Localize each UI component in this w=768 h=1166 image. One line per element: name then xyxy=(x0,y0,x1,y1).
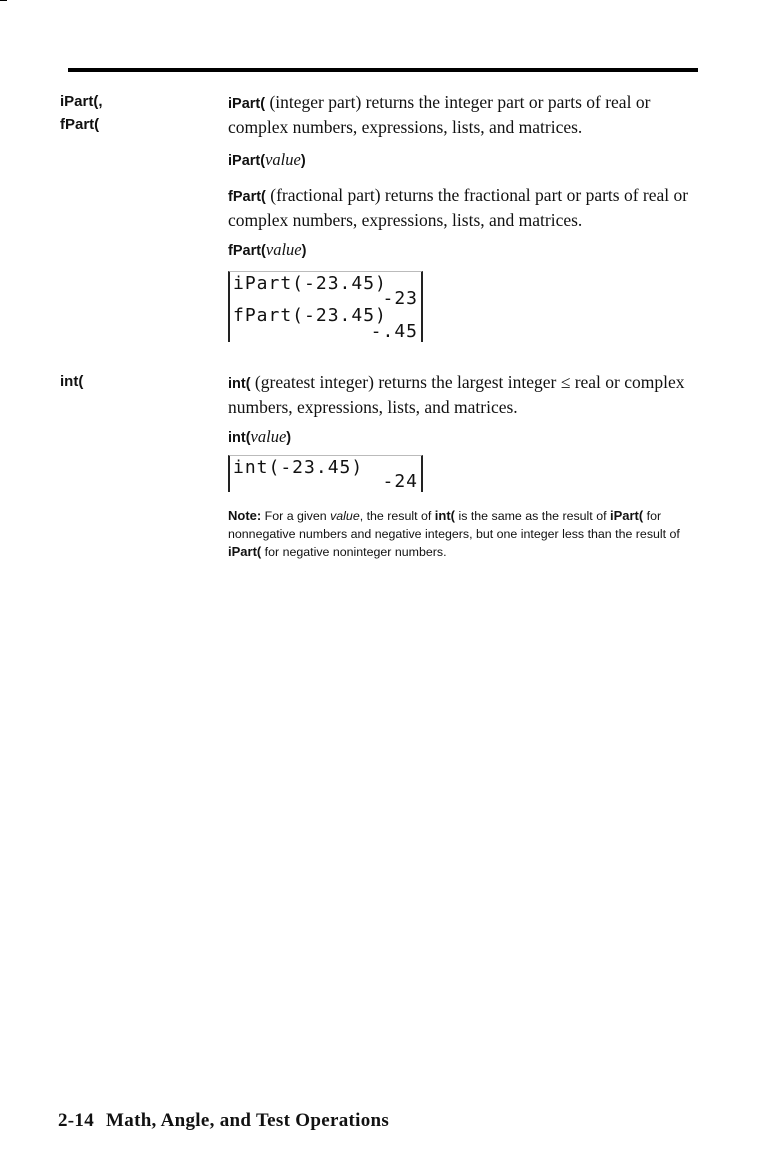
fpart-syntax-close: ) xyxy=(301,243,307,259)
note-label: Note: xyxy=(228,508,262,523)
int-keyword: int( xyxy=(228,376,251,392)
note-text-2: , the result of xyxy=(359,509,435,523)
int-syntax-arg: value xyxy=(250,427,287,446)
int-description-text: (greatest integer) returns the largest integer ≤ real or complex numbers, expressions, lists, and matrices. xyxy=(228,372,685,417)
screen2-input: int(-23.45) xyxy=(233,457,364,478)
fpart-syntax xyxy=(228,240,306,260)
screen1-input-2: fPart(-23.45) xyxy=(233,305,387,326)
note-keyword-ipart-2: iPart( xyxy=(228,544,262,559)
ipart-syntax-arg: value xyxy=(265,150,301,169)
ipart-syntax-close: ) xyxy=(300,153,306,169)
fpart-syntax-fn: fPart( xyxy=(228,243,266,259)
side-label-fpart: fPart( xyxy=(60,116,100,133)
fpart-description-text: (fractional part) returns the fractional part or parts of real or complex numbers, expressions, lists, and matrices. xyxy=(228,185,689,230)
corner-mark xyxy=(0,0,7,1)
screen2-result: -24 xyxy=(382,471,418,492)
screen1-result-1: -23 xyxy=(382,288,418,309)
screen1-input-1: iPart(-23.45) xyxy=(233,273,387,294)
top-rule xyxy=(68,68,698,72)
fpart-syntax-arg: value xyxy=(265,240,302,259)
page-number: 2-14 xyxy=(58,1110,95,1131)
ipart-syntax-fn: iPart( xyxy=(228,153,266,169)
calculator-screen-ipart-fpart xyxy=(228,271,423,342)
page-footer xyxy=(58,1110,389,1132)
screen1-result-2: -.45 xyxy=(370,321,418,342)
note-text-4: for nonnegative numbers and negative integers, but one integer less than the result of xyxy=(228,509,680,541)
fpart-description xyxy=(228,184,708,232)
note-text-5: for negative noninteger numbers. xyxy=(261,545,447,559)
note-keyword-int: int( xyxy=(434,508,456,523)
note-paragraph xyxy=(228,507,708,562)
note-keyword-ipart-1: iPart( xyxy=(609,508,644,523)
chapter-title: Math, Angle, and Test Operations xyxy=(106,1110,390,1131)
int-description xyxy=(228,371,708,419)
ipart-syntax xyxy=(228,150,306,170)
note-text-3: is the same as the result of xyxy=(455,509,610,523)
note-text-1: For a given xyxy=(261,509,331,523)
ipart-description-text: (integer part) returns the integer part or parts of real or complex numbers, expressions, lists, and matrices. xyxy=(228,92,651,137)
side-label-int: int( xyxy=(60,373,84,390)
int-syntax xyxy=(228,427,291,447)
ipart-description xyxy=(228,91,708,139)
note-value-word: value xyxy=(330,509,360,523)
int-syntax-fn: int( xyxy=(228,430,251,446)
side-label-ipart: iPart(, xyxy=(60,93,103,110)
calculator-screen-int xyxy=(228,455,423,492)
ipart-keyword: iPart( xyxy=(228,96,266,112)
int-syntax-close: ) xyxy=(286,430,292,446)
fpart-keyword: fPart( xyxy=(228,189,266,205)
